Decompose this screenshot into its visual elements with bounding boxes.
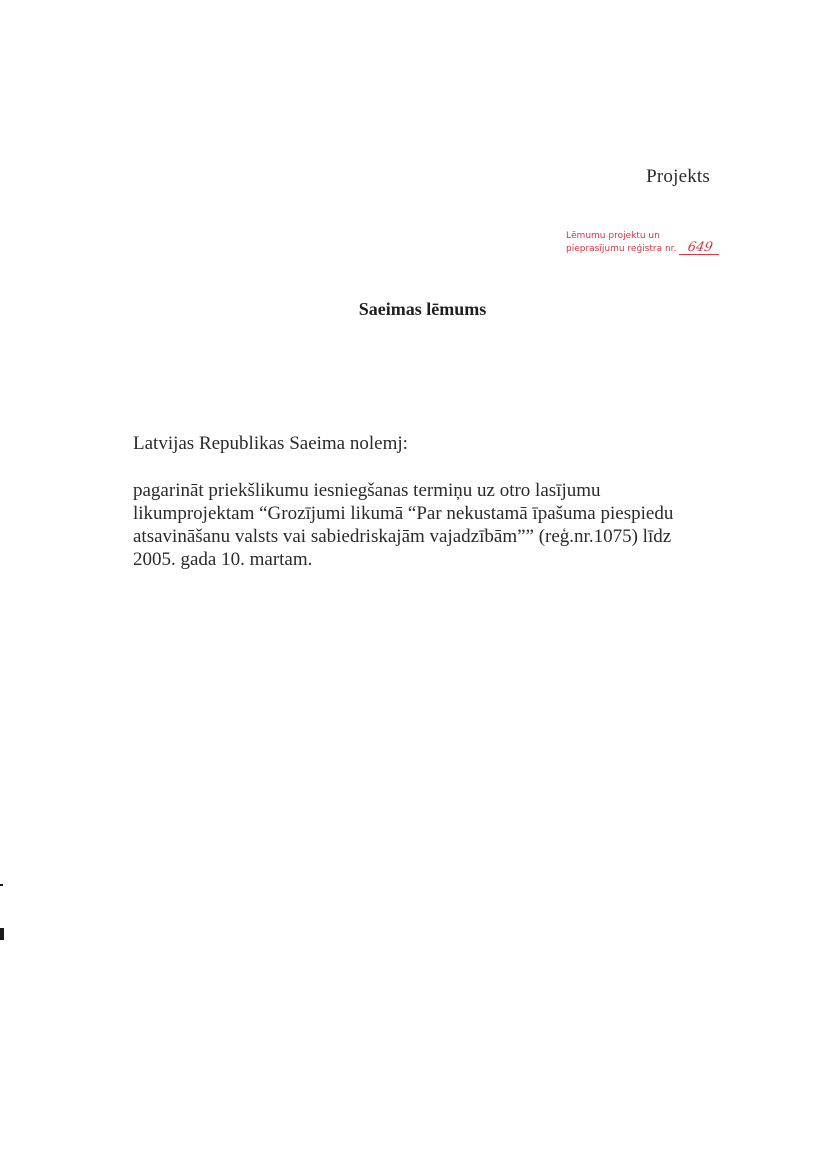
body-line: pagarināt priekšlikumu iesniegšanas termiņu uz otro lasījumu: [133, 480, 601, 501]
body-line: 2005. gada 10. martam.: [133, 549, 313, 570]
stamp-line-1: Lēmumu projektu un: [566, 231, 660, 241]
document-status-label: Projekts: [646, 166, 710, 187]
registry-stamp: [566, 231, 726, 255]
document-title: Saeimas lēmums: [358, 299, 487, 319]
body-line: likumprojektam “Grozījumi likumā “Par nekustamā īpašuma piespiedu: [133, 503, 674, 524]
stamp-line-2: pieprasījumu reģistra nr.: [566, 244, 677, 254]
scan-edge-mark: [0, 884, 3, 886]
body-line: atsavināšanu valsts vai sabiedriskajām vajadzībām”” (reģ.nr.1075) līdz: [133, 526, 672, 547]
stamp-registry-number: 649: [679, 242, 721, 255]
resolution-intro: Latvijas Republikas Saeima nolemj:: [133, 433, 408, 454]
resolution-body: [133, 479, 693, 571]
scan-edge-mark: [0, 928, 4, 940]
